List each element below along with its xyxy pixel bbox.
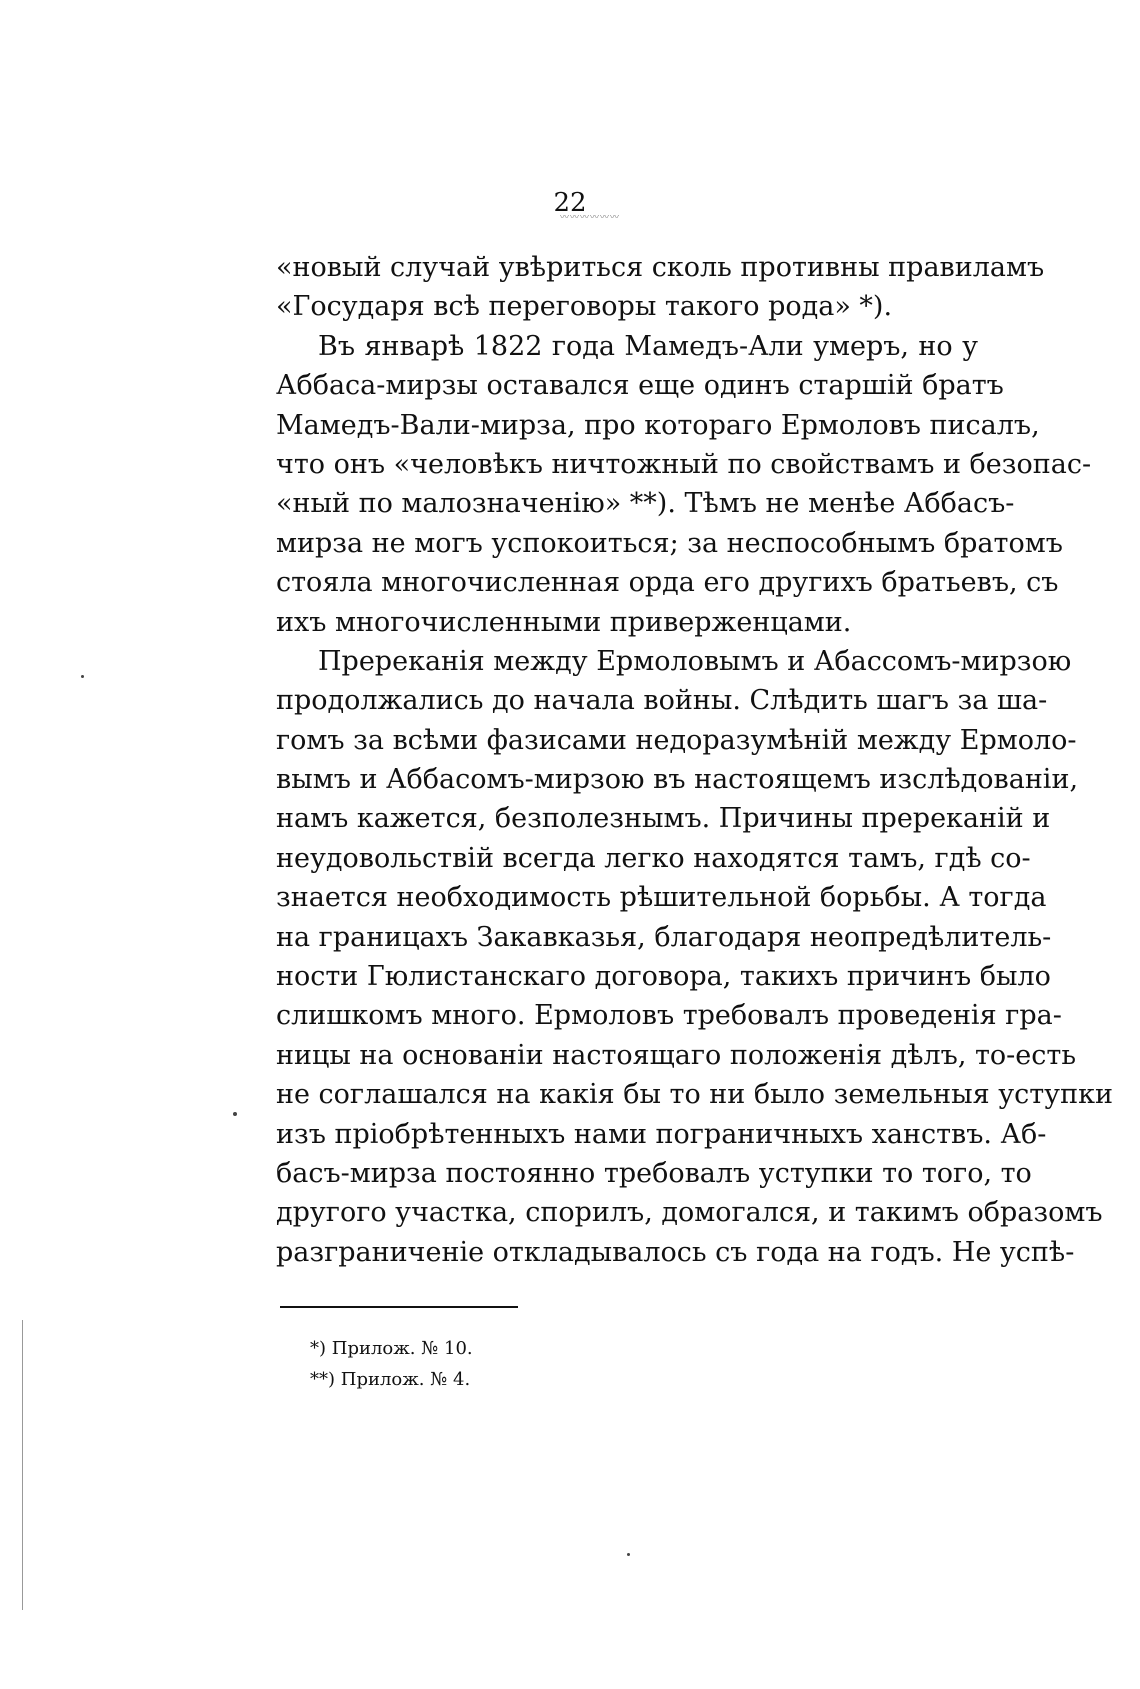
text-line: Аббаса-мирзы оставался еще одинъ старшій братъ [276,370,1004,402]
text-line: продолжались до начала войны. Слѣдить шагъ за ша- [276,685,1048,717]
scan-speck [627,1553,630,1556]
text-line: разграниченіе откладывалось съ года на годъ. Не успѣ- [276,1236,1075,1268]
text-line: ности Гюлистанскаго договора, такихъ причинъ было [276,961,1051,993]
text-line: слишкомъ много. Ермоловъ требовалъ проведенія гра- [276,1000,1062,1032]
page-number: 22 [553,188,587,218]
footnote-2: **) Прилож. № 4. [310,1369,471,1390]
text-line: гомъ за всѣми фазисами недоразумѣній между Ермоло- [276,724,1077,756]
text-line: не соглашался на какія бы то ни было земельныя уступки [276,1079,1113,1111]
scan-margin-line [22,1320,23,1610]
text-line: на границахъ Закавказья, благодаря неопредѣлитель- [276,921,1052,953]
text-line: Мамедъ-Вали-мирза, про котораго Ермоловъ писалъ, [276,409,1040,441]
scan-speck [233,1112,237,1116]
text-line: знается необходимость рѣшительной борьбы. А тогда [276,882,1047,914]
text-line: «Государя всѣ переговоры такого рода» *). [276,291,893,323]
paragraph-start-line: Въ январѣ 1822 года Мамедъ-Али умеръ, но у [318,330,978,362]
text-line: изъ пріобрѣтенныхъ нами пограничныхъ ханствъ. Аб- [276,1118,1047,1150]
text-line: «ный по малозначенію» **). Тѣмъ не менѣе Аббасъ- [276,488,1015,520]
text-line: «новый случай увѣриться сколь противны правиламъ [276,252,1045,283]
body-text [276,248,1113,1272]
text-line: неудовольствій всегда легко находятся тамъ, гдѣ со- [276,842,1031,874]
text-line: басъ-мирза постоянно требовалъ уступки то того, то [276,1157,1032,1189]
text-line: ихъ многочисленными приверженцами. [276,606,852,638]
footnote-1: *) Прилож. № 10. [310,1338,473,1359]
text-line: стояла многочисленная орда его другихъ братьевъ, съ [276,567,1059,599]
footnotes [310,1333,473,1395]
text-line: намъ кажется, безполезнымъ. Причины пререканій и [276,803,1051,835]
text-line: что онъ «человѣкъ ничтожный по свойствамъ и безопас- [276,448,1092,480]
text-line: ницы на основаніи настоящаго положенія дѣлъ, то-есть [276,1039,1077,1071]
footnote-divider [280,1306,518,1308]
paragraph-start-line: Пререканія между Ермоловымъ и Абассомъ-мирзою [318,645,1072,677]
text-line: другого участка, спорилъ, домогался, и такимъ образомъ [276,1197,1103,1229]
scan-speck [81,675,84,678]
page-number-ornament: 〰〰〰〰〰〰 [560,213,621,223]
text-line: вымъ и Аббасомъ-мирзою въ настоящемъ изслѣдованіи, [276,764,1079,796]
text-line: мирза не могъ успокоиться; за неспособнымъ братомъ [276,527,1063,559]
